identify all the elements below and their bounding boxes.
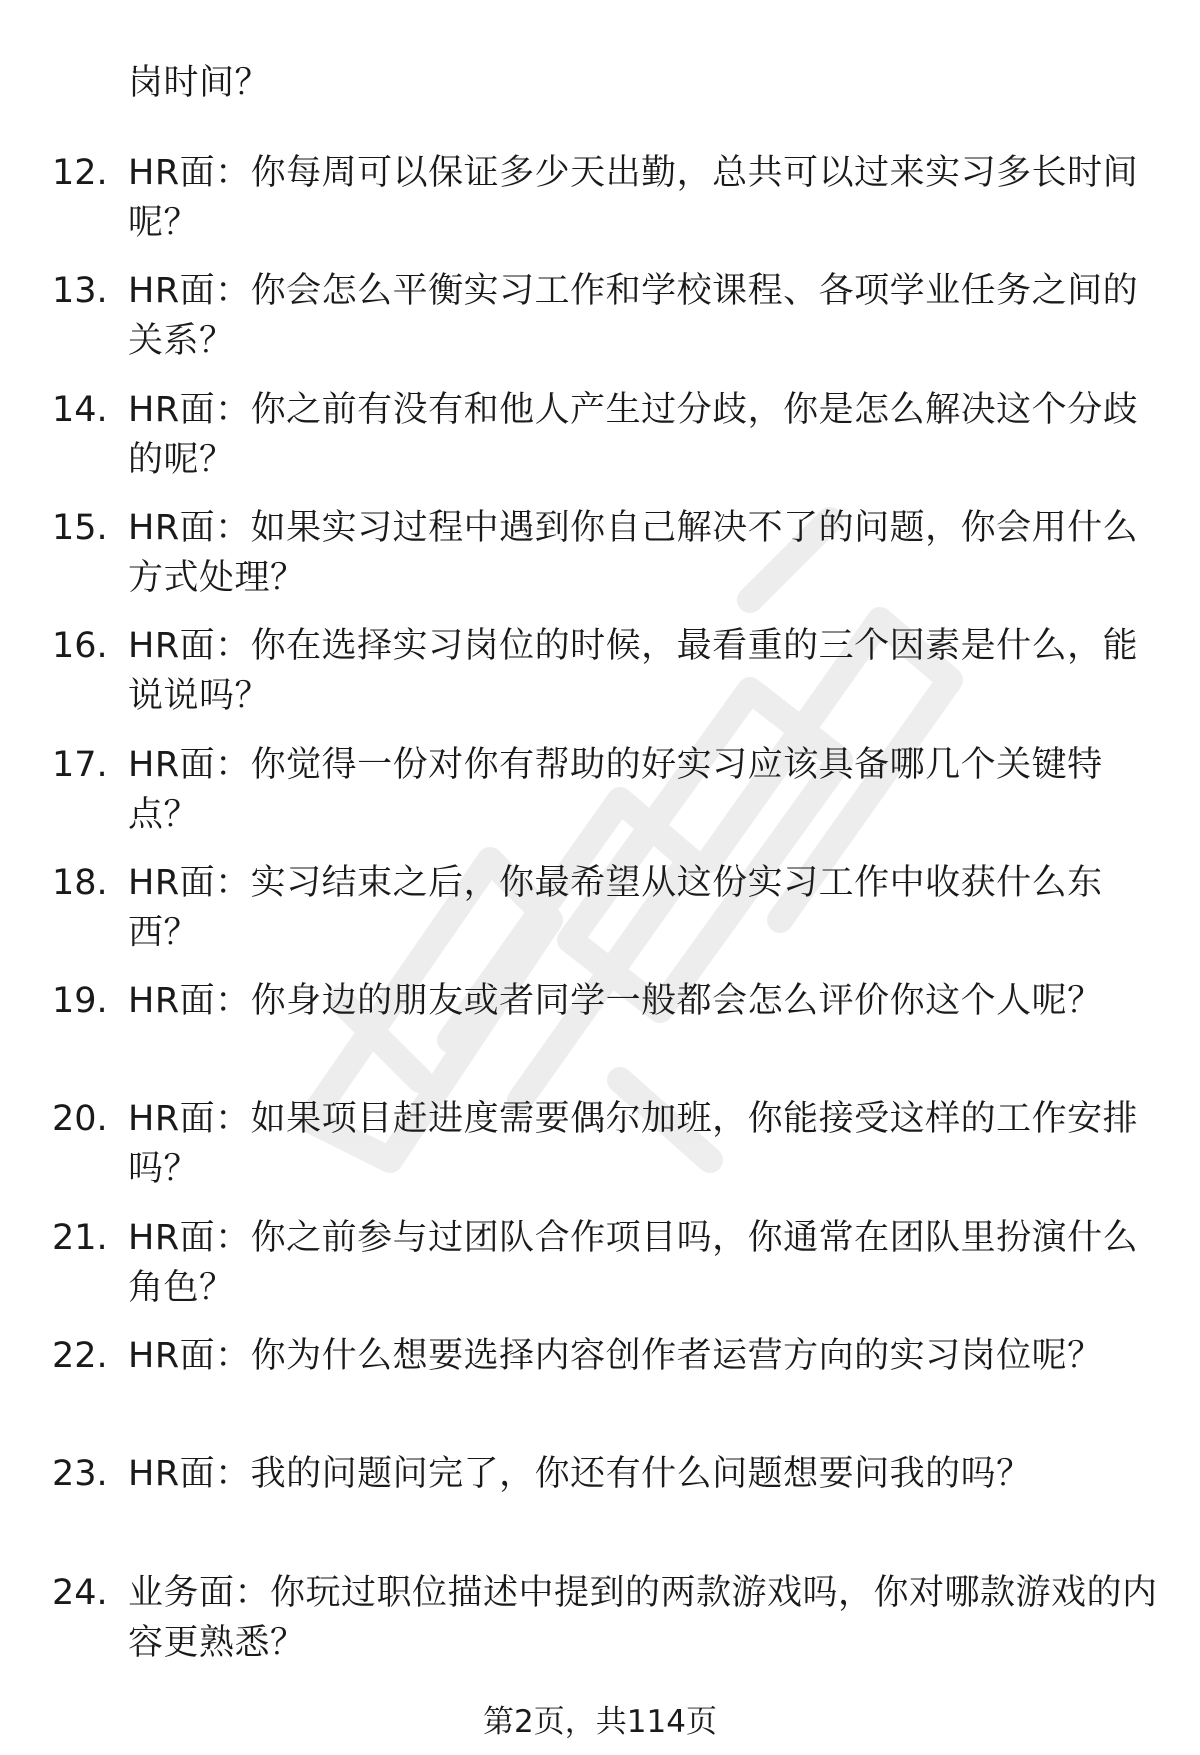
question-number: 22. [52, 1336, 108, 1376]
question-item [0, 976, 1200, 1096]
question-text: HR面：如果实习过程中遇到你自己解决不了的问题，你会用什么方式处理？ [128, 507, 1139, 598]
question-number: 12. [52, 153, 108, 193]
continued-question-text: 岗时间？ [128, 63, 271, 103]
question-text: 业务面：你玩过职位描述中提到的两款游戏吗，你对哪款游戏的内容更熟悉？ [128, 1572, 1158, 1663]
question-number: 13. [52, 271, 108, 312]
question-text: HR面：你会怎么平衡实习工作和学校课程、各项学业任务之间的关系？ [128, 271, 1139, 362]
question-item [0, 266, 1200, 386]
question-item [0, 503, 1200, 623]
question-text: HR面：你之前参与过团队合作项目吗，你通常在团队里扮演什么角色？ [128, 1217, 1139, 1308]
question-number: 19. [52, 981, 108, 1022]
question-item [0, 740, 1200, 860]
question-text: HR面：实习结束之后，你最希望从这份实习工作中收获什么东西？ [128, 862, 1103, 953]
question-item [0, 1568, 1200, 1688]
question-text: HR面：如果项目赶进度需要偶尔加班，你能接受这样的工作安排吗？ [128, 1099, 1139, 1190]
question-text: HR面：你每周可以保证多少天出勤，总共可以过来实习多长时间呢？ [128, 153, 1139, 243]
question-text: HR面：你在选择实习岗位的时候，最看重的三个因素是什么，能说说吗？ [128, 626, 1139, 717]
question-item [0, 858, 1200, 978]
question-item [0, 148, 1200, 268]
question-number: 14. [52, 389, 108, 430]
question-number: 24. [52, 1572, 108, 1613]
question-number: 23. [52, 1454, 108, 1495]
question-text: HR面：你之前有没有和他人产生过分歧，你是怎么解决这个分歧的呢？ [128, 389, 1139, 480]
question-number: 21. [52, 1217, 108, 1258]
question-item [0, 385, 1200, 505]
question-number: 17. [52, 744, 108, 785]
question-item [0, 1331, 1200, 1451]
question-text: HR面：你觉得一份对你有帮助的好实习应该具备哪几个关键特点？ [128, 744, 1103, 835]
question-item [0, 1094, 1200, 1214]
question-number: 16. [52, 626, 108, 667]
question-text: HR面：你身边的朋友或者同学一般都会怎么评价你这个人呢？ [128, 981, 1103, 1022]
question-item [0, 1449, 1200, 1569]
page-footer: 第2页，共114页 [483, 1704, 717, 1740]
question-item [0, 621, 1200, 741]
question-text: HR面：你为什么想要选择内容创作者运营方向的实习岗位呢？ [128, 1336, 1103, 1376]
question-text: HR面：我的问题问完了，你还有什么问题想要问我的吗？ [128, 1454, 1032, 1495]
question-number: 15. [52, 507, 108, 548]
question-number: 18. [52, 862, 108, 903]
question-number: 20. [52, 1099, 108, 1140]
question-item [0, 1213, 1200, 1333]
